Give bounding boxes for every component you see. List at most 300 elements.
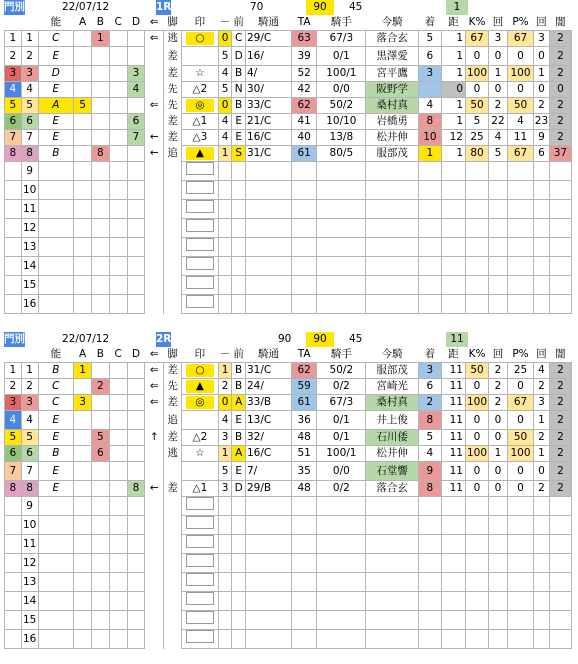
race-date: 22/07/12 — [62, 1, 110, 13]
column-header: D — [127, 15, 145, 31]
jockey-stat-cell — [317, 497, 366, 516]
prediction-mark-cell — [182, 200, 219, 219]
current-jockey-cell — [366, 257, 418, 276]
count2-cell — [534, 630, 550, 649]
p-percent-cell: 100 — [507, 446, 533, 462]
finish-cell — [418, 82, 441, 98]
index-c-cell — [109, 516, 127, 535]
count2-cell — [534, 200, 550, 219]
finish-cell: 6 — [418, 379, 441, 395]
column-header: 距 — [441, 15, 465, 31]
ta-cell — [292, 535, 317, 554]
gate-cell: 6 — [5, 114, 22, 130]
current-jockey-cell: 宮崎光 — [366, 379, 418, 395]
index-a-cell — [74, 592, 92, 611]
index-d-cell — [127, 31, 145, 47]
hyphen-cell: 3 — [218, 481, 232, 497]
gate-cell: 1 — [5, 363, 22, 379]
column-header — [21, 347, 38, 363]
current-jockey-cell: 宮平鷹 — [366, 66, 418, 82]
index-b-cell: 6 — [91, 446, 109, 462]
k-percent-cell — [466, 238, 489, 257]
front-position-cell — [232, 257, 246, 276]
index-b-cell — [91, 516, 109, 535]
index-a-cell: 1 — [74, 363, 92, 379]
ta-cell — [292, 257, 317, 276]
k-percent-cell — [466, 257, 489, 276]
dark-cell: 2 — [549, 114, 571, 130]
ability-cell — [38, 535, 74, 554]
front-position-cell: B — [232, 66, 246, 82]
prediction-mark-cell — [182, 630, 219, 649]
index-a-cell — [74, 238, 92, 257]
mark-box — [186, 200, 214, 213]
column-header: B — [91, 15, 109, 31]
rider-stat-cell — [245, 295, 291, 314]
front-position-cell — [232, 592, 246, 611]
current-jockey-cell: 松井伸 — [366, 130, 418, 146]
mark-badge: ▲ — [186, 147, 214, 160]
index-c-cell — [109, 66, 127, 82]
count1-cell — [489, 535, 508, 554]
column-header: 脚 — [164, 15, 182, 31]
ability-cell — [38, 554, 74, 573]
current-jockey-cell: 松井伸 — [366, 446, 418, 462]
column-header: 距 — [441, 347, 465, 363]
front-position-cell: E — [232, 114, 246, 130]
count1-cell: 0 — [489, 411, 508, 430]
p-percent-cell: 25 — [507, 363, 533, 379]
gate-cell — [5, 516, 22, 535]
count2-cell: 0 — [534, 47, 550, 66]
p-percent-cell — [507, 535, 533, 554]
count2-cell: 0 — [534, 462, 550, 481]
k-percent-cell: 67 — [466, 31, 489, 47]
k-percent-cell: 0 — [466, 481, 489, 497]
index-c-cell — [109, 535, 127, 554]
k-percent-cell: 0 — [466, 462, 489, 481]
index-b-cell — [91, 554, 109, 573]
distance-cell — [441, 516, 465, 535]
horse-number-cell: 8 — [21, 146, 38, 162]
column-header-row — [5, 347, 572, 363]
distance-cell — [441, 219, 465, 238]
index-c-cell — [109, 257, 127, 276]
horse-row — [5, 181, 572, 200]
dark-cell — [549, 554, 571, 573]
gate-cell: 8 — [5, 481, 22, 497]
dark-cell: 2 — [549, 379, 571, 395]
dark-cell: 2 — [549, 66, 571, 82]
index-a-cell — [74, 82, 92, 98]
prediction-mark-cell — [182, 162, 219, 181]
front-position-cell — [232, 238, 246, 257]
distance-cell — [441, 535, 465, 554]
prediction-mark-cell — [182, 481, 219, 497]
rider-stat-cell: 33/B — [245, 395, 291, 411]
header-value-2: 90 — [306, 0, 334, 15]
running-style-cell — [164, 516, 182, 535]
index-d-cell — [127, 98, 145, 114]
dark-cell: 2 — [549, 462, 571, 481]
ability-cell: B — [38, 146, 74, 162]
index-b-cell — [91, 363, 109, 379]
ability-cell — [38, 276, 74, 295]
running-style-cell — [164, 592, 182, 611]
index-b-cell — [91, 114, 109, 130]
dark-cell — [549, 611, 571, 630]
dark-cell — [549, 219, 571, 238]
index-c-cell — [109, 47, 127, 66]
arrow-cell — [145, 82, 164, 98]
rider-stat-cell: 24/ — [245, 379, 291, 395]
current-jockey-cell — [366, 219, 418, 238]
column-header: 能 — [38, 15, 74, 31]
column-header: D — [127, 347, 145, 363]
count2-cell: 6 — [534, 146, 550, 162]
front-position-cell — [232, 200, 246, 219]
hyphen-cell — [218, 630, 232, 649]
race-table — [4, 347, 572, 649]
distance-cell — [441, 592, 465, 611]
rider-stat-cell: 4/ — [245, 66, 291, 82]
horse-row — [5, 446, 572, 462]
p-percent-cell: 100 — [507, 66, 533, 82]
mark-badge — [186, 462, 214, 475]
gate-cell: 1 — [5, 31, 22, 47]
front-position-cell — [232, 516, 246, 535]
mark-box — [186, 592, 214, 605]
current-jockey-cell: 服部茂 — [366, 146, 418, 162]
column-header: A — [74, 347, 92, 363]
jockey-stat-cell — [317, 162, 366, 181]
p-percent-cell: 4 — [507, 114, 533, 130]
prediction-mark-cell — [182, 276, 219, 295]
arrow-cell — [145, 295, 164, 314]
index-a-cell — [74, 257, 92, 276]
gate-cell — [5, 238, 22, 257]
count1-cell: 0 — [489, 462, 508, 481]
jockey-stat-cell — [317, 276, 366, 295]
current-jockey-cell: 桑村真 — [366, 98, 418, 114]
finish-cell — [418, 219, 441, 238]
index-b-cell — [91, 238, 109, 257]
index-d-cell — [127, 200, 145, 219]
k-percent-cell: 0 — [466, 379, 489, 395]
column-header: 回 — [534, 15, 550, 31]
k-percent-cell — [466, 200, 489, 219]
column-header: － — [218, 347, 232, 363]
race-number: 2R — [156, 333, 172, 345]
horse-row — [5, 82, 572, 98]
jockey-stat-cell: 50/2 — [317, 363, 366, 379]
mark-badge: △3 — [192, 131, 208, 143]
arrow-cell — [145, 47, 164, 66]
dark-cell — [549, 257, 571, 276]
horse-number-cell: 15 — [21, 611, 38, 630]
ta-cell: 48 — [292, 481, 317, 497]
running-style-cell — [164, 573, 182, 592]
index-d-cell: 8 — [127, 481, 145, 497]
column-header: 前 — [232, 15, 246, 31]
index-a-cell — [74, 379, 92, 395]
index-a-cell — [74, 446, 92, 462]
index-d-cell — [127, 430, 145, 446]
index-a-cell — [74, 611, 92, 630]
rider-stat-cell — [245, 219, 291, 238]
front-position-cell: B — [232, 430, 246, 446]
mark-box — [186, 535, 214, 548]
horse-number-cell: 3 — [21, 66, 38, 82]
hyphen-cell: 1 — [218, 363, 232, 379]
arrow-cell — [145, 554, 164, 573]
prediction-mark-cell — [182, 592, 219, 611]
count1-cell: 1 — [489, 446, 508, 462]
prediction-mark-cell — [182, 238, 219, 257]
count1-cell — [489, 162, 508, 181]
running-style-cell — [164, 257, 182, 276]
arrow-cell — [145, 276, 164, 295]
index-b-cell — [91, 276, 109, 295]
jockey-stat-cell — [317, 573, 366, 592]
column-header: 印 — [182, 347, 219, 363]
jockey-stat-cell — [317, 630, 366, 649]
index-d-cell — [127, 395, 145, 411]
front-position-cell — [232, 276, 246, 295]
horse-row — [5, 31, 572, 47]
horse-number-cell: 3 — [21, 395, 38, 411]
current-jockey-cell: 落合玄 — [366, 481, 418, 497]
running-style-cell: 差 — [164, 130, 182, 146]
jockey-stat-cell: 10/10 — [317, 114, 366, 130]
ability-cell — [38, 181, 74, 200]
ta-cell: 41 — [292, 114, 317, 130]
index-d-cell — [127, 446, 145, 462]
k-percent-cell: 0 — [466, 82, 489, 98]
mark-box — [186, 516, 214, 529]
horse-row — [5, 238, 572, 257]
hyphen-cell — [218, 516, 232, 535]
arrow-cell — [145, 200, 164, 219]
horse-number-cell: 6 — [21, 114, 38, 130]
horse-row — [5, 462, 572, 481]
rider-stat-cell: 16/C — [245, 130, 291, 146]
running-style-cell — [164, 162, 182, 181]
rider-stat-cell: 31/C — [245, 146, 291, 162]
count1-cell: 0 — [489, 481, 508, 497]
p-percent-cell — [507, 181, 533, 200]
front-position-cell: D — [232, 47, 246, 66]
count1-cell: 0 — [489, 430, 508, 446]
dark-cell — [549, 295, 571, 314]
mark-box — [186, 611, 214, 624]
current-jockey-cell — [366, 238, 418, 257]
hyphen-cell: 4 — [218, 130, 232, 146]
index-a-cell — [74, 430, 92, 446]
horse-row — [5, 379, 572, 395]
running-style-cell — [164, 181, 182, 200]
index-a-cell — [74, 462, 92, 481]
running-style-cell: 先 — [164, 379, 182, 395]
horse-number-cell: 1 — [21, 363, 38, 379]
rider-stat-cell: 32/ — [245, 430, 291, 446]
current-jockey-cell — [366, 630, 418, 649]
arrow-cell — [145, 573, 164, 592]
distance-cell — [441, 257, 465, 276]
count2-cell: 2 — [534, 98, 550, 114]
hyphen-cell: 2 — [218, 379, 232, 395]
front-position-cell: A — [232, 395, 246, 411]
index-d-cell — [127, 573, 145, 592]
arrow-cell — [145, 66, 164, 82]
p-percent-cell — [507, 219, 533, 238]
ta-cell — [292, 200, 317, 219]
p-percent-cell — [507, 497, 533, 516]
mark-badge — [186, 411, 214, 424]
horse-number-cell: 6 — [21, 446, 38, 462]
distance-cell — [441, 276, 465, 295]
p-percent-cell — [507, 592, 533, 611]
gate-cell: 5 — [5, 430, 22, 446]
dark-cell: 2 — [549, 446, 571, 462]
ta-cell — [292, 497, 317, 516]
k-percent-cell — [466, 630, 489, 649]
count2-cell — [534, 238, 550, 257]
k-percent-cell — [466, 219, 489, 238]
ta-cell: 42 — [292, 82, 317, 98]
k-percent-cell: 100 — [466, 446, 489, 462]
mark-box — [186, 497, 214, 510]
count1-cell — [489, 219, 508, 238]
current-jockey-cell — [366, 573, 418, 592]
finish-cell: 5 — [418, 31, 441, 47]
gate-cell — [5, 257, 22, 276]
column-header: 闇 — [549, 15, 571, 31]
k-percent-cell — [466, 535, 489, 554]
distance-cell — [441, 295, 465, 314]
ability-cell — [38, 257, 74, 276]
dark-cell: 2 — [549, 130, 571, 146]
count2-cell: 9 — [534, 130, 550, 146]
index-d-cell — [127, 611, 145, 630]
index-b-cell: 8 — [91, 146, 109, 162]
arrow-cell: ⇐ — [145, 31, 164, 47]
column-header: C — [109, 347, 127, 363]
ta-cell — [292, 295, 317, 314]
index-a-cell — [74, 200, 92, 219]
front-position-cell — [232, 554, 246, 573]
horse-number-cell: 2 — [21, 379, 38, 395]
index-d-cell: 6 — [127, 114, 145, 130]
venue-label: 門別 — [4, 333, 25, 345]
prediction-mark-cell — [182, 379, 219, 395]
count1-cell: 2 — [489, 379, 508, 395]
gate-cell — [5, 219, 22, 238]
index-a-cell — [74, 497, 92, 516]
index-c-cell — [109, 181, 127, 200]
ta-cell: 40 — [292, 130, 317, 146]
ability-cell: E — [38, 82, 74, 98]
ability-cell — [38, 497, 74, 516]
finish-cell: 1 — [418, 146, 441, 162]
ability-cell — [38, 162, 74, 181]
current-jockey-cell: 岩橋勇 — [366, 114, 418, 130]
front-position-cell: C — [232, 31, 246, 47]
index-c-cell — [109, 162, 127, 181]
front-position-cell — [232, 611, 246, 630]
race-number: 1R — [156, 1, 172, 13]
index-c-cell — [109, 497, 127, 516]
distance-cell — [441, 630, 465, 649]
finish-cell — [418, 630, 441, 649]
ta-cell — [292, 611, 317, 630]
finish-cell — [418, 200, 441, 219]
jockey-stat-cell — [317, 181, 366, 200]
mark-badge: ▲ — [186, 380, 214, 393]
k-percent-cell — [466, 554, 489, 573]
index-a-cell — [74, 276, 92, 295]
distance-cell: 11 — [441, 446, 465, 462]
index-b-cell — [91, 497, 109, 516]
prediction-mark-cell — [182, 497, 219, 516]
ta-cell: 39 — [292, 47, 317, 66]
count1-cell: 1 — [489, 66, 508, 82]
ability-cell: E — [38, 481, 74, 497]
current-jockey-cell — [366, 592, 418, 611]
horse-number-cell: 14 — [21, 592, 38, 611]
mark-box — [186, 554, 214, 567]
horse-number-cell: 13 — [21, 573, 38, 592]
front-position-cell — [232, 162, 246, 181]
column-header: P% — [507, 347, 533, 363]
finish-cell — [418, 295, 441, 314]
horse-row — [5, 481, 572, 497]
distance-cell: 1 — [441, 47, 465, 66]
horse-number-cell: 12 — [21, 554, 38, 573]
ta-cell: 36 — [292, 411, 317, 430]
rider-stat-cell — [245, 257, 291, 276]
ta-cell — [292, 516, 317, 535]
finish-cell: 5 — [418, 430, 441, 446]
index-a-cell — [74, 181, 92, 200]
column-header: 印 — [182, 15, 219, 31]
count2-cell: 1 — [534, 66, 550, 82]
running-style-cell — [164, 611, 182, 630]
gate-cell: 5 — [5, 98, 22, 114]
finish-cell — [418, 238, 441, 257]
index-c-cell — [109, 130, 127, 146]
index-b-cell — [91, 295, 109, 314]
header-value-4: 11 — [446, 332, 468, 347]
mark-badge: ◎ — [186, 99, 214, 112]
horse-row — [5, 554, 572, 573]
current-jockey-cell — [366, 611, 418, 630]
finish-cell — [418, 554, 441, 573]
running-style-cell — [164, 276, 182, 295]
hyphen-cell — [218, 238, 232, 257]
dark-cell: 2 — [549, 430, 571, 446]
index-a-cell — [74, 47, 92, 66]
hyphen-cell — [218, 257, 232, 276]
hyphen-cell: 5 — [218, 82, 232, 98]
hyphen-cell — [218, 200, 232, 219]
index-b-cell — [91, 481, 109, 497]
distance-cell — [441, 200, 465, 219]
ta-cell: 35 — [292, 462, 317, 481]
hyphen-cell: 0 — [218, 395, 232, 411]
horse-number-cell: 16 — [21, 630, 38, 649]
rider-stat-cell: 33/C — [245, 98, 291, 114]
